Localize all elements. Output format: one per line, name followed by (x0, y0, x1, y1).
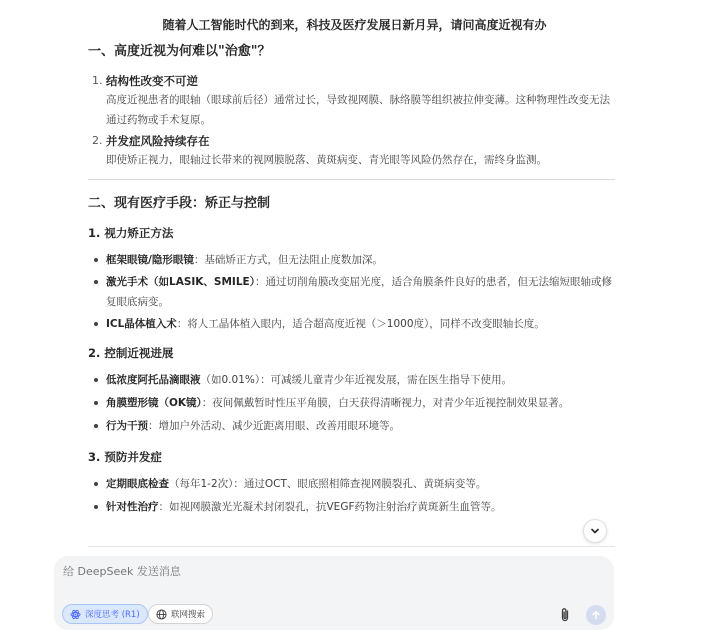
divider (88, 179, 615, 180)
message-composer (54, 556, 614, 630)
list-item-title: 低浓度阿托品滴眼液 (106, 374, 201, 386)
list-item (88, 72, 615, 130)
subsection-heading: 3. 预防并发症 (88, 450, 162, 464)
message-input[interactable] (63, 565, 583, 578)
section-heading: 二、现有医疗手段：矫正与控制 (88, 196, 271, 211)
list-item-title: 角膜塑形镜（OK镜） (106, 397, 202, 409)
deep-think-toggle[interactable] (62, 604, 148, 624)
chevron-down-icon (589, 525, 601, 537)
arrow-up-icon (591, 610, 601, 620)
bullet-icon (94, 322, 98, 326)
list-item-text: （每年1-2次）：通过OCT、眼底照相筛查视网膜裂孔、黄斑病变等。 (169, 478, 487, 490)
bullet-list (90, 370, 615, 436)
list-item-body: 高度近视患者的眼轴（眼球前后径）通常过长，导致视网膜、脉络膜等组织被拉伸变薄。这种物理性改变无法通过药物或手术复原。 (106, 94, 610, 126)
list-item (90, 474, 615, 494)
bullet-icon (94, 378, 98, 382)
bullet-icon (94, 401, 98, 405)
list-item-title: 并发症风险持续存在 (106, 134, 210, 148)
divider (88, 546, 615, 547)
send-button[interactable] (586, 605, 606, 625)
list-item (90, 393, 615, 413)
list-item (90, 314, 615, 334)
list-item-body: 即使矫正视力，眼轴过长带来的视网膜脱落、黄斑病变、青光眼等风险仍然存在，需终身监测。 (106, 154, 547, 166)
list-item (90, 272, 615, 312)
globe-icon (156, 609, 167, 620)
list-item (90, 250, 615, 270)
bullet-icon (94, 505, 98, 509)
bullet-icon (94, 424, 98, 428)
atom-icon (70, 609, 81, 620)
deep-think-label: 深度思考 (R1) (85, 610, 140, 620)
bullet-list (90, 250, 615, 334)
attach-button[interactable] (556, 606, 574, 624)
bullet-list (90, 474, 615, 517)
section-heading: 一、高度近视为何难以"治愈"？ (88, 44, 271, 59)
web-search-label: 联网搜索 (171, 610, 206, 620)
list-item-text: ：夜间佩戴暂时性压平角膜，白天获得清晰视力，对青少年近视控制效果显著。 (201, 397, 570, 409)
bullet-icon (94, 280, 98, 284)
list-item-text: ：通过切削角膜改变屈光度，适合角膜条件良好的患者，但无法缩短眼轴或修复眼底病变。 (106, 276, 612, 308)
list-item-text: ：如视网膜激光光凝术封闭裂孔，抗VEGF药物注射治疗黄斑新生血管等。 (158, 501, 502, 513)
paperclip-icon (558, 607, 572, 623)
list-item-text: ：基础矫正方式，但无法阻止度数加深。 (193, 254, 383, 266)
list-item (90, 370, 615, 390)
subsection-heading: 1. 视力矫正方法 (88, 226, 174, 240)
list-item-title: 激光手术（如LASIK、SMILE） (106, 276, 255, 288)
list-number: 2. (92, 134, 103, 147)
list-item-text: （如0.01%）：可减缓儿童青少年近视发展，需在医生指导下使用。 (200, 374, 513, 386)
list-item-title: 定期眼底检查 (106, 478, 169, 490)
list-item (90, 416, 615, 436)
list-item (88, 132, 615, 170)
list-item (90, 497, 615, 517)
list-item-title: 行为干预 (106, 420, 148, 432)
list-item-title: 针对性治疗 (106, 501, 159, 513)
list-item-title: 结构性改变不可逆 (106, 74, 198, 88)
web-search-toggle[interactable] (148, 604, 213, 624)
list-item-title: 框架眼镜/隐形眼镜 (106, 254, 194, 266)
assistant-message (88, 42, 615, 517)
list-item-title: ICL晶体植入术 (106, 318, 177, 330)
list-item-text: ：增加户外活动、减少近距离用眼、改善用眼环境等。 (148, 420, 400, 432)
bullet-icon (94, 258, 98, 262)
bullet-icon (94, 482, 98, 486)
subsection-heading: 2. 控制近视进展 (88, 346, 174, 360)
list-item-text: ：将人工晶体植入眼内，适合超高度近视（＞1000度），同样不改变眼轴长度。 (176, 318, 545, 330)
list-number: 1. (92, 74, 103, 87)
scroll-to-bottom-button[interactable] (583, 519, 607, 543)
conversation-title: 随着人工智能时代的到来，科技及医疗发展日新月异，请问高度近视有办 (162, 18, 547, 32)
